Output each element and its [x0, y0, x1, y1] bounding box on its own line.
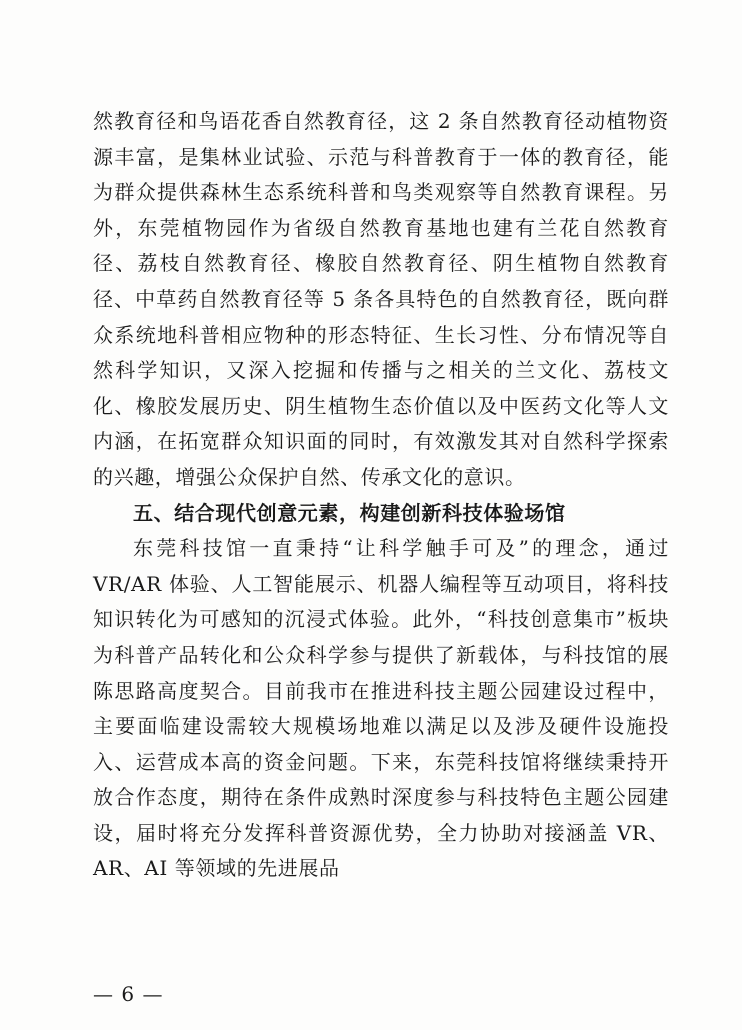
document-body	[93, 104, 669, 887]
section-heading: 五、结合现代创意元素，构建创新科技体验场馆	[133, 500, 566, 525]
page-number: — 6 —	[93, 982, 164, 1006]
continued-paragraph: 然教育径和鸟语花香自然教育径，这 2 条自然教育径动植物资源丰富，是集林业试验、示范与科普教育于一体的教育径，能为群众提供森林生态系统科普和鸟类观察等自然教育课程。另外，东莞植物园作为省级自然教育基地也建有兰花自然教育径、荔枝自然教育径、橡胶自然教育径、阴生植物自然教育径、中草药自然教育径等 5 条各具特色的自然教育径，既向群众系统地科普相应物种的形态特征、生长习性、分布情况等自然科学知识，又深入挖掘和传播与之相关的兰文化、荔枝文化、橡胶发展历史、阴生植物生态价值以及中医药文化等人文内涵，在拓宽群众知识面的同时，有效激发其对自然科学探索的兴趣，增强公众保护自然、传承文化的意识。	[93, 109, 669, 489]
section-paragraph: 东莞科技馆一直秉持“让科学触手可及”的理念，通过 VR/AR 体验、人工智能展示、机器人编程等互动项目，将科技知识转化为可感知的沉浸式体验。此外，“科技创意集市”板块为科普产品转化和公众科学参与提供了新载体，与科技馆的展陈思路高度契合。目前我市在推进科技主题公园建设过程中，主要面临建设需较大规模场地难以满足以及涉及硬件设施投入、运营成本高的资金问题。下来，东莞科技馆将继续秉持开放合作态度，期待在条件成熟时深度参与科技特色主题公园建设，届时将充分发挥科普资源优势，全力协助对接涵盖 VR、AR、AI 等领域的先进展品	[93, 536, 669, 881]
